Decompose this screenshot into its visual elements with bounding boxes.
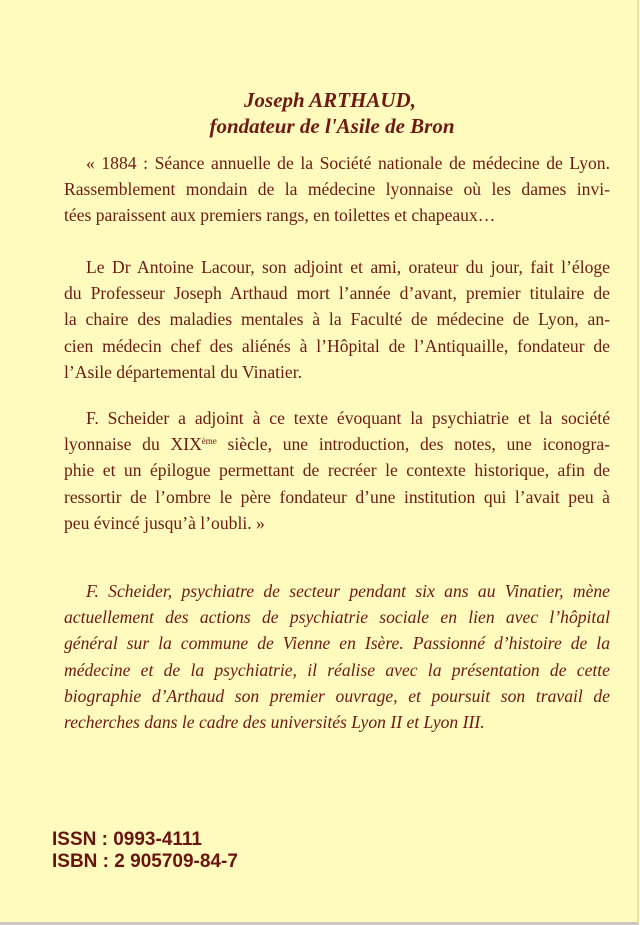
isbn-number: ISBN : 2 905709-84-7 — [52, 851, 238, 872]
issn-number: ISSN : 0993-4111 — [52, 829, 202, 850]
text-line: « 1884 : Séance annuelle de la Société nationale de médecine de Lyon. — [86, 153, 610, 173]
paragraph-scheider — [64, 405, 610, 536]
text-line: actuellement des actions de psychiatrie sociale en lien avec l’hôpital — [64, 607, 610, 628]
text-line: cien médecin chef des aliénés à l’Hôpital de l’Antiquaille, fondateur de — [64, 335, 610, 356]
text-line: peu évincé jusqu’à l’oubli. » — [64, 512, 265, 533]
text-line: F. Scheider, psychiatre de secteur pendant six ans au Vinatier, mène — [86, 581, 610, 601]
paragraph-lacour — [64, 254, 610, 385]
author-biography — [64, 578, 610, 735]
text-line — [64, 431, 610, 457]
superscript-eme: ème — [201, 436, 217, 447]
text-line: du Professeur Joseph Arthaud mort l’année d’avant, premier titulaire de — [64, 283, 610, 304]
text-line: phie et un épilogue permettant de recréer le contexte historique, afin de — [64, 460, 610, 481]
text-line: tées paraissent aux premiers rangs, en toilettes et chapeaux… — [64, 205, 496, 226]
paragraph-quote-intro — [64, 150, 610, 229]
text-line: général sur la commune de Vienne en Isère. Passionné d’histoire de la — [64, 633, 610, 654]
text-line: Rassemblement mondain de la médecine lyonnaise où les dames invi- — [64, 179, 610, 200]
text-line: l’Asile départemental du Vinatier. — [64, 361, 303, 382]
text-segment: lyonnaise du XIX — [64, 434, 202, 455]
text-line: biographie d’Arthaud son premier ouvrage, et poursuit son travail de — [64, 685, 610, 706]
text-line: ressortir de l’ombre le père fondateur d’une institution qui l’avait peu à — [64, 486, 610, 507]
text-line: recherches dans le cadre des universités Lyon II et Lyon III. — [64, 712, 485, 733]
title-subtitle: fondateur de l'Asile de Bron — [209, 114, 455, 138]
text-segment: siècle, une introduction, des notes, une iconogra- — [216, 434, 611, 455]
title-author: Joseph ARTHAUD, — [244, 88, 416, 112]
text-line: F. Scheider a adjoint à ce texte évoquant la psychiatrie et la société — [86, 408, 610, 428]
text-line: Le Dr Antoine Lacour, son adjoint et ami, orateur du jour, fait l’éloge — [86, 257, 610, 277]
text-line: la chaire des maladies mentales à la Faculté de médecine de Lyon, an- — [64, 309, 610, 330]
text-line: médecine et de la psychiatrie, il réalise avec la présentation de cette — [64, 659, 610, 680]
